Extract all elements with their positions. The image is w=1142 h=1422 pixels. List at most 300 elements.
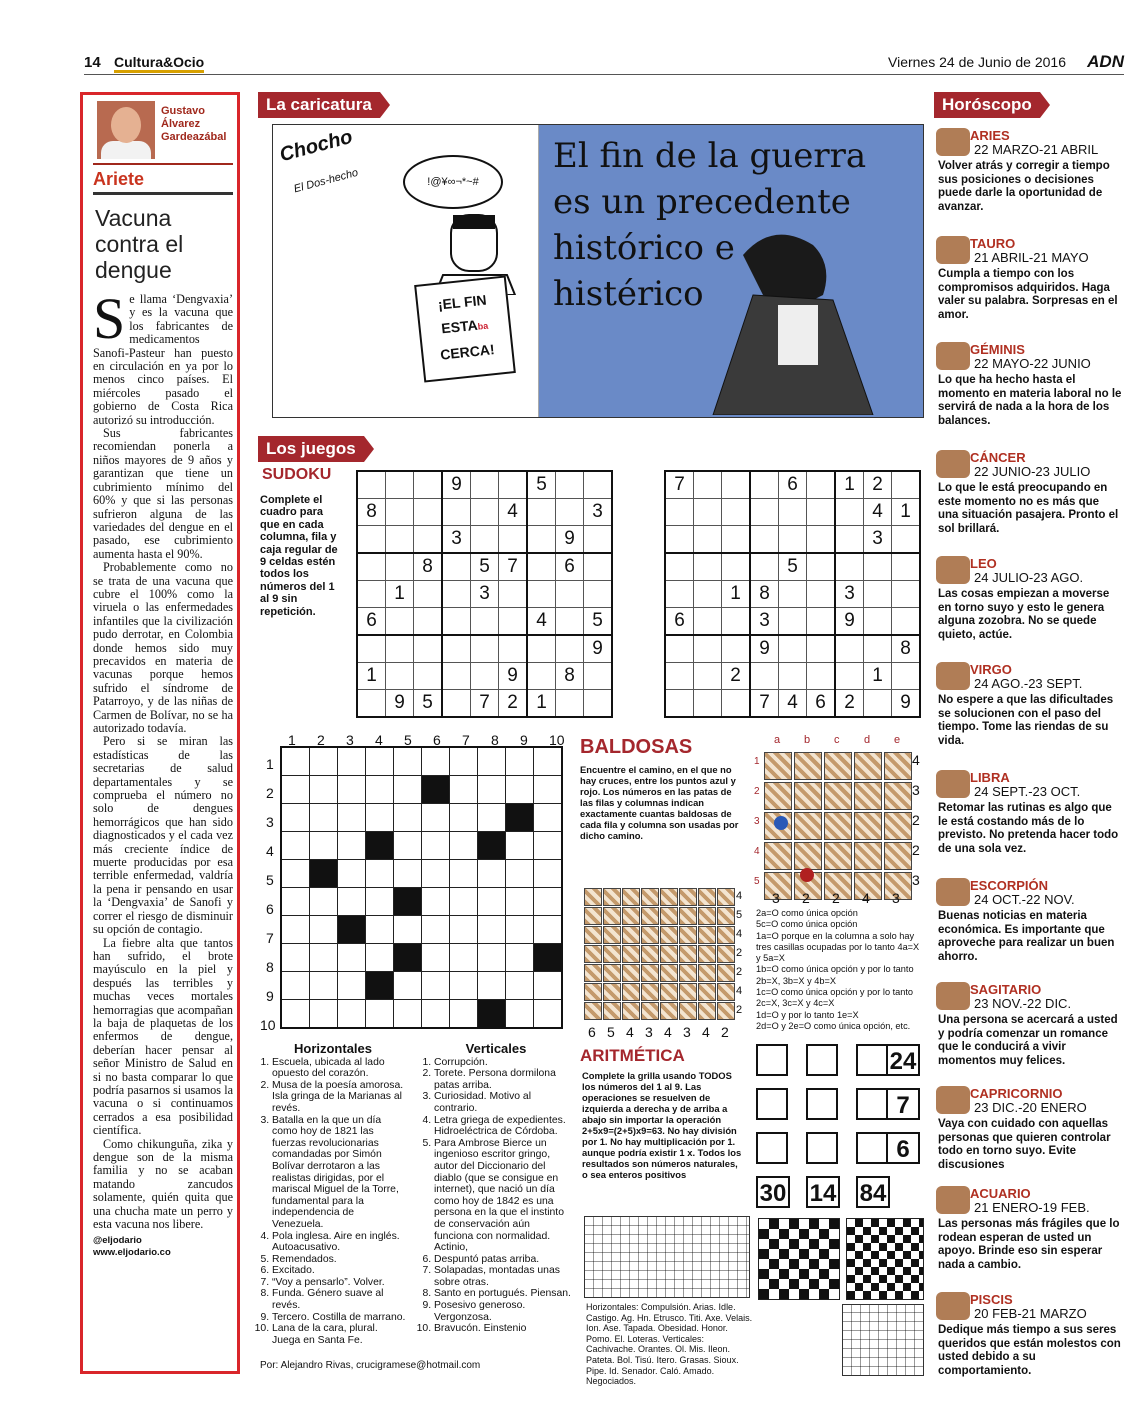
crossword-cell[interactable] [281, 972, 310, 1000]
crossword-cell[interactable] [281, 804, 310, 832]
crossword-cell[interactable] [506, 916, 534, 944]
crossword-cell[interactable] [310, 747, 338, 776]
crossword-cell[interactable] [506, 972, 534, 1000]
sudoku-cell[interactable]: 1 [386, 581, 414, 608]
crossword-cell[interactable] [366, 1000, 394, 1029]
crossword-cell[interactable] [478, 888, 506, 916]
baldosa-tile[interactable] [764, 782, 792, 810]
sudoku-cell[interactable]: 3 [864, 526, 892, 554]
byline: Por: Alejandro Rivas, crucigramese@hotmail.com [260, 1360, 481, 1371]
solutions-text: Horizontales: Compulsión. Arias. Idle. Castigo. Ag. Hn. Etrusco. Titi. Axe. Velais. Ion. Ase. Tapada. Obesidad. Honor. Pomo. El. Loteras. Verticales: Cachivache. Orantes. Ol. Mis. Ileon. Pateta. Bol. Tisú. Itero. Grasas. Sioux. Pipe. Id. Senador. Caló. Amado. Negociados. [586, 1302, 753, 1387]
crossword-cell[interactable] [450, 888, 478, 916]
sudoku-cell[interactable] [807, 608, 836, 636]
sudoku-cell[interactable] [442, 499, 471, 526]
crossword-cell[interactable] [366, 860, 394, 888]
sudoku-cell[interactable] [665, 635, 694, 663]
sudoku-cell[interactable] [357, 526, 386, 554]
sudoku-cell[interactable] [835, 635, 864, 663]
sudoku-cell[interactable] [471, 471, 499, 499]
crossword-cell[interactable] [338, 972, 366, 1000]
baldosa-tile [603, 907, 621, 925]
sudoku-cell[interactable] [807, 553, 836, 581]
crossword-cell[interactable] [478, 972, 506, 1000]
baldosa-tile[interactable] [884, 782, 912, 810]
sudoku-cell[interactable]: 7 [750, 690, 779, 718]
crossword-cell[interactable] [450, 747, 478, 776]
crossword-cell[interactable] [394, 860, 422, 888]
sudoku-cell[interactable] [807, 663, 836, 690]
baldosa-tile[interactable] [884, 812, 912, 840]
crossword-cell[interactable] [450, 972, 478, 1000]
crossword-cell[interactable] [338, 944, 366, 972]
sudoku-cell[interactable]: 4 [527, 608, 556, 636]
crossword-cell[interactable] [394, 776, 422, 804]
sudoku-cell[interactable] [442, 581, 471, 608]
crossword-cell[interactable] [478, 804, 506, 832]
cartoon-headline: El fin de la guerra es un precedente histórico e histérico [553, 136, 867, 314]
sudoku-cell[interactable] [357, 553, 386, 581]
sudoku-cell[interactable] [499, 526, 528, 554]
sudoku-cell[interactable] [835, 526, 864, 554]
sudoku-cell[interactable] [665, 663, 694, 690]
sudoku-cell[interactable]: 3 [584, 499, 613, 526]
sudoku-cell[interactable] [665, 690, 694, 718]
crossword-cell[interactable] [366, 804, 394, 832]
aritmetica-cell[interactable] [756, 1088, 788, 1120]
crossword-cell[interactable] [281, 832, 310, 860]
sudoku-cell[interactable] [750, 526, 779, 554]
aritmetica-cell[interactable] [856, 1088, 888, 1120]
sudoku-cell[interactable] [499, 635, 528, 663]
sudoku-cell[interactable] [584, 471, 613, 499]
sudoku-cell[interactable] [807, 526, 836, 554]
sudoku-cell[interactable]: 2 [722, 663, 751, 690]
sudoku-cell[interactable]: 5 [779, 553, 807, 581]
section-name: Cultura&Ocio [114, 54, 204, 73]
sudoku-cell[interactable] [527, 526, 556, 554]
sudoku-cell[interactable]: 1 [892, 499, 921, 526]
sudoku-cell[interactable]: 4 [499, 499, 528, 526]
crossword-cell[interactable] [338, 832, 366, 860]
sudoku-cell[interactable] [584, 526, 613, 554]
crossword-cell[interactable] [506, 832, 534, 860]
baldosa-tile[interactable] [884, 842, 912, 870]
sudoku-cell[interactable]: 3 [471, 581, 499, 608]
sudoku-cell[interactable] [864, 635, 892, 663]
sudoku-cell[interactable] [527, 581, 556, 608]
crossword-cell[interactable] [534, 832, 563, 860]
sudoku-cell[interactable]: 4 [779, 690, 807, 718]
crossword-cell[interactable] [281, 916, 310, 944]
baldosa-col-label: b [804, 734, 811, 746]
crossword-cell[interactable] [281, 776, 310, 804]
crossword-cell[interactable] [394, 916, 422, 944]
sudoku-cell[interactable] [357, 581, 386, 608]
sudoku-cell[interactable] [892, 663, 921, 690]
crossword-cell[interactable] [506, 1000, 534, 1029]
crossword-row-number: 8 [266, 959, 274, 975]
sudoku-cell[interactable] [527, 553, 556, 581]
sudoku-cell[interactable] [414, 526, 443, 554]
crossword-cell[interactable] [534, 860, 563, 888]
aritmetica-cell[interactable] [756, 1132, 788, 1164]
sudoku-cell[interactable]: 1 [527, 690, 556, 718]
sudoku-cell[interactable]: 2 [835, 690, 864, 718]
crossword-cell[interactable] [422, 888, 450, 916]
sudoku-cell[interactable]: 9 [892, 690, 921, 718]
sudoku-cell[interactable] [722, 608, 751, 636]
sudoku-cell[interactable] [864, 553, 892, 581]
aritmetica-row-result: 7 [886, 1088, 920, 1120]
crossword-cell[interactable] [310, 832, 338, 860]
crossword-cell[interactable] [338, 776, 366, 804]
sudoku-cell[interactable]: 9 [835, 608, 864, 636]
sudoku-cell[interactable] [471, 663, 499, 690]
sudoku-cell[interactable] [584, 690, 613, 718]
sudoku-cell[interactable] [694, 553, 722, 581]
crossword-cell[interactable] [310, 972, 338, 1000]
sudoku-cell[interactable] [584, 581, 613, 608]
baldosa-tile[interactable] [824, 842, 852, 870]
baldosa-tile[interactable] [794, 812, 822, 840]
sudoku-cell[interactable] [471, 635, 499, 663]
sudoku-cell[interactable] [779, 663, 807, 690]
sudoku-cell[interactable]: 1 [864, 663, 892, 690]
sudoku-cell[interactable] [527, 663, 556, 690]
sudoku-cell[interactable] [442, 663, 471, 690]
sudoku-cell[interactable] [386, 499, 414, 526]
sudoku-cell[interactable]: 6 [665, 608, 694, 636]
sudoku-cell[interactable] [722, 499, 751, 526]
sudoku-cell[interactable] [807, 581, 836, 608]
sudoku-cell[interactable] [442, 608, 471, 636]
crossword-cell[interactable] [310, 1000, 338, 1029]
crossword-cell[interactable] [366, 916, 394, 944]
crossword-cell[interactable] [366, 747, 394, 776]
crossword-cell[interactable] [422, 860, 450, 888]
sudoku-cell[interactable] [779, 608, 807, 636]
crossword-cell[interactable] [338, 888, 366, 916]
sudoku-cell[interactable] [499, 608, 528, 636]
crossword-cell[interactable] [450, 944, 478, 972]
crossword-cell[interactable] [394, 1000, 422, 1029]
sudoku-cell[interactable] [892, 526, 921, 554]
sudoku-cell[interactable] [779, 526, 807, 554]
baldosa-tile[interactable] [824, 782, 852, 810]
sudoku-cell[interactable]: 8 [892, 635, 921, 663]
crossword-cell[interactable] [310, 804, 338, 832]
sudoku-cell[interactable] [722, 553, 751, 581]
sudoku-cell[interactable] [892, 471, 921, 499]
sudoku-cell[interactable] [357, 690, 386, 718]
crossword-cell[interactable] [422, 804, 450, 832]
crossword-cell[interactable] [281, 747, 310, 776]
sudoku-cell[interactable] [584, 553, 613, 581]
crossword-cell[interactable] [478, 944, 506, 972]
sudoku-cell[interactable] [722, 690, 751, 718]
sudoku-cell[interactable]: 2 [864, 471, 892, 499]
sudoku-cell[interactable] [386, 471, 414, 499]
aritmetica-cell[interactable] [806, 1132, 838, 1164]
crossword-cell[interactable] [450, 804, 478, 832]
crossword-cell[interactable] [478, 747, 506, 776]
crossword-cell[interactable] [534, 888, 563, 916]
baldosa-tile[interactable] [854, 812, 882, 840]
crossword-cell[interactable] [281, 1000, 310, 1029]
sudoku-cell[interactable]: 8 [556, 663, 584, 690]
baldosa-tile[interactable] [794, 752, 822, 780]
sudoku-cell[interactable] [864, 581, 892, 608]
sudoku-cell[interactable] [556, 581, 584, 608]
sudoku-cell[interactable] [864, 608, 892, 636]
crossword-cell[interactable] [338, 1000, 366, 1029]
sudoku-cell[interactable]: 9 [556, 526, 584, 554]
sudoku-cell[interactable] [386, 526, 414, 554]
sudoku-cell[interactable] [807, 499, 836, 526]
sudoku-cell[interactable] [414, 499, 443, 526]
crossword-cell[interactable] [338, 747, 366, 776]
sudoku-cell[interactable]: 5 [414, 690, 443, 718]
sign-text: Volver atrás y corregir a tiempo sus posiciones o decisiones puede darle la oportunidad de avanzar. [938, 160, 1110, 213]
sudoku-cell[interactable]: 4 [864, 499, 892, 526]
aritmetica-cell[interactable] [806, 1044, 838, 1076]
sudoku-cell[interactable]: 7 [499, 553, 528, 581]
sudoku-cell[interactable] [694, 690, 722, 718]
crossword-cell[interactable] [534, 747, 563, 776]
sudoku-cell[interactable] [807, 635, 836, 663]
sudoku-cell[interactable] [584, 663, 613, 690]
crossword-cell[interactable] [506, 860, 534, 888]
aritmetica-cell[interactable] [806, 1088, 838, 1120]
baldosa-tile[interactable] [824, 812, 852, 840]
sudoku-cell[interactable] [442, 690, 471, 718]
sudoku-cell[interactable]: 6 [807, 690, 836, 718]
crossword-cell[interactable] [281, 860, 310, 888]
baldosa-tile[interactable] [764, 752, 792, 780]
sudoku-cell[interactable] [556, 471, 584, 499]
sudoku-cell[interactable] [442, 553, 471, 581]
baldosa-col-count: 4 [664, 1024, 672, 1040]
crossword-cell[interactable] [422, 972, 450, 1000]
sudoku-cell[interactable] [835, 499, 864, 526]
crossword-cell[interactable] [506, 747, 534, 776]
crossword-cell[interactable] [450, 776, 478, 804]
sudoku-cell[interactable] [527, 499, 556, 526]
sudoku-cell[interactable] [499, 471, 528, 499]
sudoku-cell[interactable] [835, 663, 864, 690]
crossword-cell[interactable] [450, 860, 478, 888]
sudoku-cell[interactable] [556, 608, 584, 636]
sign-text: Una persona se acercará a usted y podría comenzar un romance que le conducirá a vivir momentos muy felices. [938, 1014, 1118, 1067]
sudoku-cell[interactable] [556, 499, 584, 526]
crossword-cell[interactable] [534, 776, 563, 804]
sudoku-cell[interactable]: 9 [499, 663, 528, 690]
sudoku-cell[interactable] [665, 499, 694, 526]
crossword-cell[interactable] [534, 804, 563, 832]
sudoku-cell[interactable] [694, 663, 722, 690]
sudoku-cell[interactable] [694, 499, 722, 526]
sudoku-cell[interactable] [694, 635, 722, 663]
crossword-cell[interactable] [506, 944, 534, 972]
sudoku-cell[interactable] [807, 471, 836, 499]
column-footer [93, 1235, 233, 1259]
sudoku-cell[interactable] [750, 499, 779, 526]
crossword-cell[interactable] [450, 916, 478, 944]
sudoku-cell[interactable]: 9 [750, 635, 779, 663]
sudoku-cell[interactable]: 5 [527, 471, 556, 499]
sudoku-cell[interactable]: 2 [499, 690, 528, 718]
crossword-cell[interactable] [422, 832, 450, 860]
sudoku-cell[interactable]: 9 [442, 471, 471, 499]
crossword-cell[interactable] [366, 888, 394, 916]
crossword-cell[interactable] [310, 776, 338, 804]
crossword-cell[interactable] [478, 916, 506, 944]
twitter-handle[interactable]: @eljodario [93, 1235, 142, 1247]
sudoku-cell[interactable]: 1 [357, 663, 386, 690]
crossword-cell[interactable] [422, 1000, 450, 1029]
sudoku-cell[interactable] [892, 608, 921, 636]
crossword-cell[interactable] [422, 747, 450, 776]
sudoku-cell[interactable] [414, 471, 443, 499]
sudoku-cell[interactable]: 5 [471, 553, 499, 581]
sudoku-cell[interactable] [414, 581, 443, 608]
sudoku-cell[interactable]: 3 [835, 581, 864, 608]
sudoku-cell[interactable]: 3 [442, 526, 471, 554]
sudoku-cell[interactable] [556, 635, 584, 663]
baldosa-tile[interactable] [764, 842, 792, 870]
crossword-cell[interactable] [310, 944, 338, 972]
sudoku-cell[interactable] [414, 635, 443, 663]
sudoku-cell[interactable] [499, 581, 528, 608]
crossword-col-number: 2 [317, 732, 325, 748]
crossword-cell[interactable] [506, 888, 534, 916]
sudoku-cell[interactable] [750, 663, 779, 690]
crossword-cell[interactable] [422, 944, 450, 972]
sudoku-cell[interactable] [665, 553, 694, 581]
sudoku-cell[interactable] [386, 608, 414, 636]
sudoku-cell[interactable] [665, 526, 694, 554]
sudoku-cell[interactable] [864, 690, 892, 718]
sudoku-cell[interactable] [442, 635, 471, 663]
crossword-cell[interactable] [394, 972, 422, 1000]
sudoku-cell[interactable]: 5 [584, 608, 613, 636]
crossword-cell[interactable] [366, 776, 394, 804]
crossword-cell[interactable] [422, 916, 450, 944]
sudoku-cell[interactable]: 3 [750, 608, 779, 636]
website-link[interactable]: www.eljodario.co [93, 1247, 171, 1259]
crossword-cell[interactable] [338, 804, 366, 832]
crossword-cell[interactable] [478, 860, 506, 888]
baldosa-tile[interactable] [854, 782, 882, 810]
baldosa-col-label: e [894, 734, 901, 746]
sudoku-cell[interactable] [722, 635, 751, 663]
crossword-black-cell [394, 944, 422, 972]
sudoku-cell[interactable] [357, 471, 386, 499]
crossword-cell[interactable] [310, 916, 338, 944]
sudoku-cell[interactable]: 6 [556, 553, 584, 581]
sudoku-cell[interactable] [694, 581, 722, 608]
sign-name: PISCIS [970, 1292, 1013, 1307]
sudoku-cell[interactable]: 6 [357, 608, 386, 636]
sudoku-cell[interactable]: 9 [584, 635, 613, 663]
baldosa-tile[interactable] [824, 752, 852, 780]
sudoku-cell[interactable]: 7 [665, 471, 694, 499]
sudoku-cell[interactable] [694, 471, 722, 499]
sudoku-cell[interactable] [722, 471, 751, 499]
aritmetica-cell[interactable] [856, 1044, 888, 1076]
crossword-cell[interactable] [394, 804, 422, 832]
sudoku-cell[interactable] [556, 690, 584, 718]
sudoku-cell[interactable]: 1 [722, 581, 751, 608]
sudoku-cell[interactable] [694, 608, 722, 636]
sign-text: Lo que le está preocupando en este momento no es más que una situación pasajera. Pronto el sol brillará. [938, 482, 1119, 535]
sudoku-cell[interactable] [779, 499, 807, 526]
crossword-cell[interactable] [450, 1000, 478, 1029]
sudoku-cell[interactable] [694, 526, 722, 554]
crossword-cell[interactable] [534, 916, 563, 944]
crossword-cell[interactable] [506, 776, 534, 804]
baldosa-tile[interactable] [854, 752, 882, 780]
baldosa-col-count: 5 [607, 1024, 615, 1040]
sudoku-cell[interactable] [779, 635, 807, 663]
sudoku-cell[interactable] [750, 553, 779, 581]
sudoku-cell[interactable] [471, 526, 499, 554]
sudoku-cell[interactable] [722, 526, 751, 554]
sudoku-cell[interactable] [414, 608, 443, 636]
sudoku-cell[interactable] [471, 499, 499, 526]
crossword-cell[interactable] [338, 860, 366, 888]
sudoku-cell[interactable] [835, 553, 864, 581]
sudoku-cell[interactable] [665, 581, 694, 608]
crossword-cell[interactable] [281, 944, 310, 972]
sudoku-cell[interactable]: 6 [779, 471, 807, 499]
sudoku-cell[interactable] [779, 581, 807, 608]
crossword-cell[interactable] [281, 888, 310, 916]
sudoku-cell[interactable]: 8 [414, 553, 443, 581]
sudoku-cell[interactable] [750, 471, 779, 499]
sudoku-cell[interactable] [527, 635, 556, 663]
sudoku-cell[interactable] [386, 635, 414, 663]
baldosa-tile[interactable] [794, 842, 822, 870]
sudoku-cell[interactable]: 9 [386, 690, 414, 718]
crossword-cell[interactable] [450, 832, 478, 860]
aritmetica-cell[interactable] [756, 1044, 788, 1076]
baldosa-tile[interactable] [884, 752, 912, 780]
crossword-cell[interactable] [310, 888, 338, 916]
sudoku-cell[interactable] [892, 553, 921, 581]
sudoku-cell[interactable] [386, 553, 414, 581]
sudoku-cell[interactable] [386, 663, 414, 690]
baldosa-tile[interactable] [794, 782, 822, 810]
crossword-cell[interactable] [534, 1000, 563, 1029]
crossword-cell[interactable] [478, 776, 506, 804]
sudoku-cell[interactable] [414, 663, 443, 690]
sudoku-cell[interactable] [892, 581, 921, 608]
crossword-cell[interactable] [366, 944, 394, 972]
sudoku-cell[interactable] [357, 635, 386, 663]
sudoku-cell[interactable]: 8 [357, 499, 386, 526]
sudoku-cell[interactable]: 7 [471, 690, 499, 718]
crossword-cell[interactable] [394, 747, 422, 776]
crossword-cell[interactable] [394, 832, 422, 860]
sudoku-cell[interactable]: 1 [835, 471, 864, 499]
baldosa-tile[interactable] [854, 842, 882, 870]
baldosa-row-count: 2 [736, 947, 743, 959]
aritmetica-cell[interactable] [856, 1132, 888, 1164]
crossword-cell[interactable] [534, 972, 563, 1000]
sudoku-cell[interactable] [471, 608, 499, 636]
sudoku-cell[interactable]: 8 [750, 581, 779, 608]
